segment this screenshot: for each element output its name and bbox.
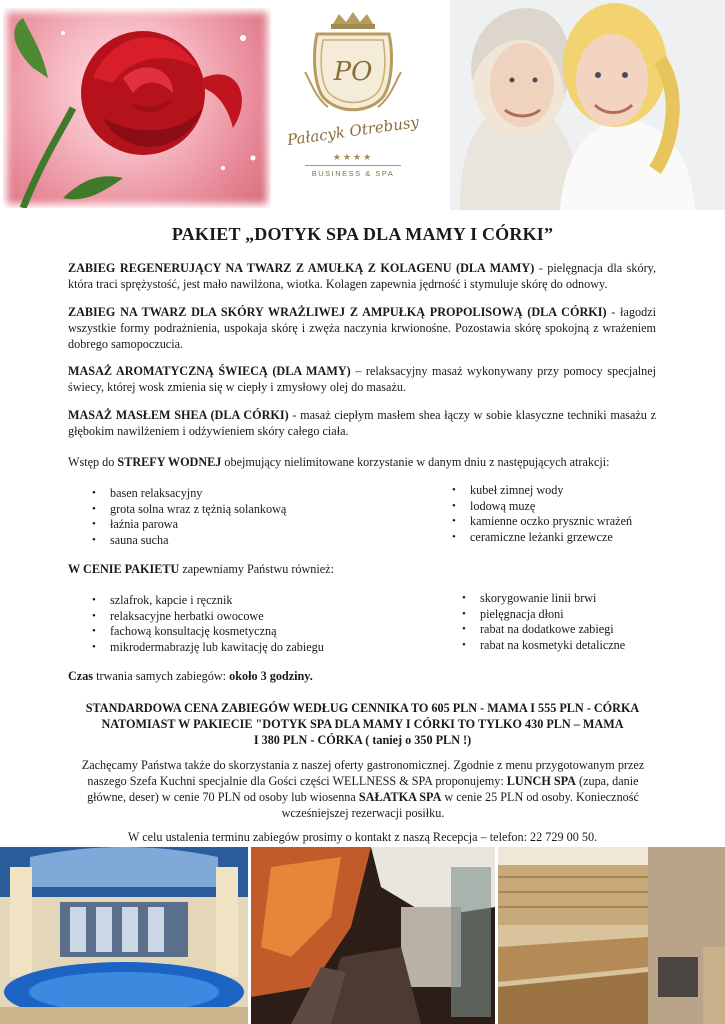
logo-name: Pałacyk Otrebusy: [286, 112, 420, 150]
crest-icon: [283, 12, 423, 122]
list-item: • łaźnia parowa: [86, 517, 286, 533]
price-line: STANDARDOWA CENA ZABIEGÓW WEDŁUG CENNIKA TO 605 PLN - MAMA I 555 PLN - CÓRKA: [85, 701, 640, 715]
price-block: [70, 700, 655, 748]
treatment-paragraph: [68, 304, 656, 352]
list-item: • skorygowanie linii brwi: [456, 591, 625, 607]
water-zone-list-right: [446, 483, 632, 545]
list-item: • relaksacyjne herbatki owocowe: [86, 609, 324, 625]
gastronomy-invite: [78, 757, 648, 821]
pool-photo: [0, 847, 248, 1024]
included-bold: W CENIE PAKIETU: [68, 562, 180, 576]
contact-line: W celu ustalenia terminu zabiegów prosimy o kontakt z naszą Recepcja – telefon: 22 729 00 50.: [127, 830, 598, 844]
lunch-spa-label: LUNCH SPA: [506, 774, 576, 788]
logo-divider: [305, 165, 401, 166]
list-item: • kubeł zimnej wody: [446, 483, 632, 499]
treatment-name: ZABIEG NA TWARZ DLA SKÓRY WRAŻLIWEJ Z AMPUŁKĄ PROPOLISOWĄ (DLA CÓRKI): [68, 305, 607, 319]
hotel-logo: [283, 12, 423, 192]
water-zone-list-left: [86, 486, 286, 548]
list-item: • mikrodermabrazję lub kawitację do zabiegu: [86, 640, 324, 656]
sauna-photo: [498, 847, 725, 1024]
page-title: PAKIET „DOTYK SPA DLA MAMY I CÓRKI”: [171, 224, 554, 244]
list-item: • rabat na kosmetyki detaliczne: [456, 638, 625, 654]
included-post: zapewniamy Państwu również:: [179, 562, 334, 576]
price-line: I 380 PLN - CÓRKA ( taniej o 350 PLN !): [253, 733, 472, 747]
treatment-name: MASAŻ AROMATYCZNĄ ŚWIECĄ (DLA MAMY): [68, 364, 351, 378]
list-item: • kamienne oczko prysznic wrażeń: [446, 514, 632, 530]
list-item: • pielęgnacja dłoni: [456, 607, 625, 623]
treatment-paragraph: [68, 363, 656, 395]
logo-subtitle: BUSINESS & SPA: [311, 169, 395, 178]
treatment-desc: – relaksacyjny masaż wykonywany przy pomocy specjalnej świecy, której wosk zmienia się w ciepły i zmysłowy olej do masażu.: [68, 364, 657, 394]
water-zone-pre: Wstęp do: [68, 455, 118, 469]
list-item: • rabat na dodatkowe zabiegi: [456, 622, 625, 638]
list-item: • basen relaksacyjny: [86, 486, 286, 502]
treatment-name: MASAŻ MASŁEM SHEA (DLA CÓRKI): [68, 408, 289, 422]
treatment-name: ZABIEG REGENERUJĄCY NA TWARZ Z AMUŁKĄ Z KOLAGENU (DLA MAMY): [68, 261, 535, 275]
treatment-paragraph: [68, 260, 656, 292]
duration-mid: trwania samych zabiegów:: [93, 669, 230, 683]
logo-stars: ★★★★: [332, 152, 374, 162]
duration-label: Czas: [68, 669, 94, 683]
invite-text: Zachęcamy Państwa także do skorzystania z naszej oferty gastronomicznej. Zgodnie z menu przygotowanym przez naszego Szefa Kuchni specjalnie dla Gości części WELLNESS & SPA proponujemy:: [81, 758, 645, 788]
treatment-desc: - masaż ciepłym masłem shea łączy w sobie klasyczne techniki masażu z głębokim nawilżeniem i odżywieniem skóry całego ciała.: [68, 408, 656, 438]
svg-text:PO: PO: [333, 57, 373, 87]
list-item: • szlafrok, kapcie i ręcznik: [86, 593, 324, 609]
salad-spa-label: SAŁATKA SPA: [358, 790, 442, 804]
water-zone-intro: [68, 454, 656, 470]
included-list-left: [86, 593, 324, 655]
list-item: • lodową muzę: [446, 499, 632, 515]
mother-daughter-photo: [450, 0, 725, 210]
list-item: • grota solna wraz z tężnią solankową: [86, 502, 286, 518]
invite-text: (zupa, danie główne, deser) w cenie 70 PLN od osoby lub wiosenna: [87, 774, 639, 804]
invite-text: w cenie 25 PLN od osoby. Konieczność wcześniejszej rezerwacji posiłku.: [281, 790, 639, 820]
duration-line: [68, 668, 656, 684]
treatment-paragraph: [68, 407, 656, 439]
included-intro: [68, 561, 656, 577]
salt-cave-photo: [251, 847, 495, 1024]
water-zone-post: obejmujący nielimitowane korzystanie w danym dniu z następujących atrakcji:: [221, 455, 610, 469]
treatment-desc: - łagodzi wszystkie formy podrażnienia, uspokaja skórę i zwęża naczynia krwionośne. Pozostawia skórę spokojną z wrażeniem dobrego samopoczucia.: [68, 305, 656, 351]
header: [0, 0, 725, 215]
treatment-desc: - pielęgnacja dla skóry, która traci sprężystość, jest mało nawilżona, wiotka. Kolagen zapewnia jędrność i stymuluje skórę do odnowy.: [68, 261, 656, 291]
footer-photos: [0, 847, 725, 1024]
rose-photo: [3, 8, 271, 208]
water-zone-bold: STREFY WODNEJ: [117, 455, 222, 469]
duration-value: około 3 godziny.: [229, 669, 313, 683]
list-item: • fachową konsultację kosmetyczną: [86, 624, 324, 640]
included-list-right: [456, 591, 625, 653]
list-item: • sauna sucha: [86, 533, 286, 549]
price-line: NATOMIAST W PAKIECIE "DOTYK SPA DLA MAMY I CÓRKI TO TYLKO 430 PLN – MAMA: [101, 717, 624, 731]
list-item: • ceramiczne leżanki grzewcze: [446, 530, 632, 546]
